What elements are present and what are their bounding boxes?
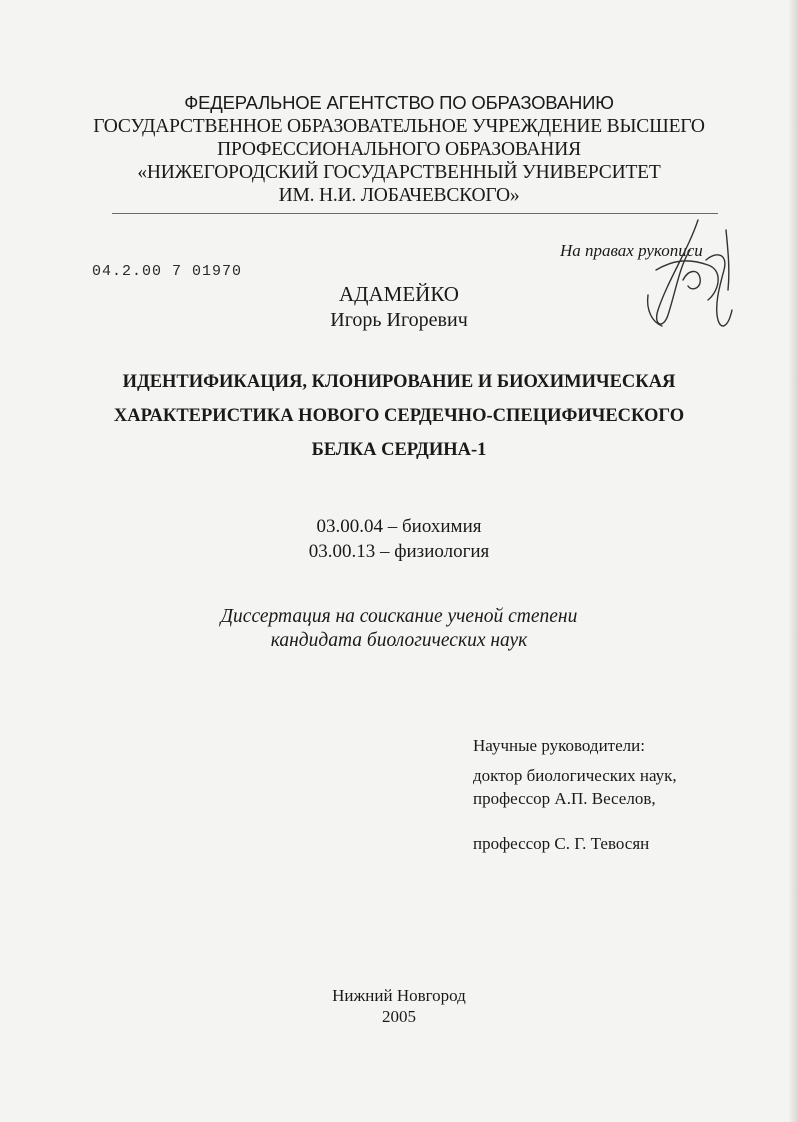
- supervisor-tevosyan: профессор С. Г. Тевосян: [473, 834, 650, 853]
- header-institution-line2: ПРОФЕССИОНАЛЬНОГО ОБРАЗОВАНИЯ: [217, 139, 581, 160]
- manuscript-note: На правах рукописи: [560, 241, 703, 260]
- header-agency: ФЕДЕРАЛЬНОЕ АГЕНТСТВО ПО ОБРАЗОВАНИЮ: [184, 92, 614, 113]
- supervisor-degree: доктор биологических наук,: [473, 766, 677, 785]
- author-surname: АДАМЕЙКО: [339, 282, 459, 306]
- city: Нижний Новгород: [332, 986, 466, 1005]
- author-given-names: Игорь Игоревич: [330, 309, 468, 331]
- header-university-line1: «НИЖЕГОРОДСКИЙ ГОСУДАРСТВЕННЫЙ УНИВЕРСИТЕТ: [137, 162, 661, 183]
- year: 2005: [382, 1007, 416, 1026]
- specialty-biochemistry: 03.00.04 – биохимия: [316, 516, 482, 537]
- degree-line1: Диссертация на соискание ученой степени: [220, 606, 578, 627]
- page-edge-shadow: [788, 0, 798, 1122]
- title-line2: ХАРАКТЕРИСТИКА НОВОГО СЕРДЕЧНО-СПЕЦИФИЧЕСКОГО: [113, 406, 685, 426]
- specialty-physiology: 03.00.13 – физиология: [308, 541, 490, 562]
- title-line1: ИДЕНТИФИКАЦИЯ, КЛОНИРОВАНИЕ И БИОХИМИЧЕСКАЯ: [122, 372, 676, 392]
- degree-line2: кандидата биологических наук: [270, 630, 528, 651]
- archive-stamp: 04.2.00 7 01970: [92, 263, 243, 280]
- header-institution-line1: ГОСУДАРСТВЕННОЕ ОБРАЗОВАТЕЛЬНОЕ УЧРЕЖДЕНИЕ ВЫСШЕГО: [93, 116, 705, 137]
- supervisors-heading: Научные руководители:: [473, 736, 645, 755]
- title-line3: БЕЛКА СЕРДИНА-1: [311, 440, 487, 460]
- header-university-line2: ИМ. Н.И. ЛОБАЧЕВСКОГО»: [278, 185, 520, 206]
- supervisor-veselov: профессор А.П. Веселов,: [473, 789, 656, 808]
